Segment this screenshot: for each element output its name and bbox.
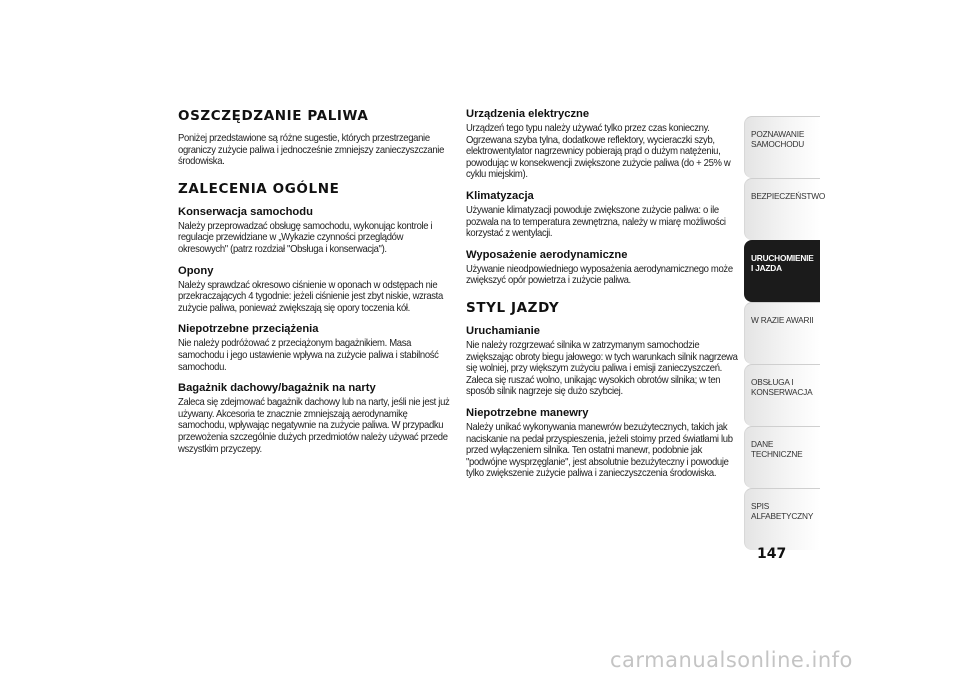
tab-obsluga-i-konserwacja[interactable]: OBSŁUGA I KONSERWACJA — [744, 364, 820, 426]
tab-poznawanie-samochodu[interactable]: POZNAWANIE SAMOCHODU — [744, 116, 820, 178]
heading-air-conditioning: Klimatyzacja — [466, 189, 534, 202]
heading-maintenance: Konserwacja samochodu — [178, 205, 313, 218]
paragraph-aerodynamic: Używanie nieodpowiedniego wyposażenia aerodynamicznego może zwiększyć opór powietrza i zużycie paliwa. — [466, 263, 733, 287]
left-column — [178, 108, 450, 455]
paragraph-starting: Nie należy rozgrzewać silnika w zatrzymanym samochodzie zwiększając obroty biegu jałowego: w tych warunkach silnik nagrzewa się wolniej, przy większym zużyciu paliwa i emisji zanieczyszczeń. Zaleca się ruszać wolno, unikając wysokich obrotów silnika; w ten sposób silnik nagrzeje się dużo szybciej. — [466, 339, 738, 398]
tab-w-razie-awarii[interactable]: W RAZIE AWARII — [744, 302, 820, 364]
chapter-tabs — [744, 116, 826, 550]
heading-aerodynamic: Wyposażenie aerodynamiczne — [466, 248, 628, 261]
tab-dane-techniczne[interactable]: DANE TECHNICZNE — [744, 426, 820, 488]
intro-paragraph: Poniżej przedstawione są różne sugestie, których przestrzeganie ograniczy zużycie paliwa i jednocześnie zmniejszy zanieczyszczanie środowiska. — [178, 133, 445, 168]
middle-column — [466, 108, 738, 480]
paragraph-overload: Nie należy podróżować z przeciążonym bagażnikiem. Masa samochodu i jego ustawienie wpływa na zużycie paliwa i stabilność samochodu. — [178, 338, 439, 373]
paragraph-electrical: Urządzeń tego typu należy używać tylko przez czas konieczny. Ogrzewana szyba tylna, dodatkowe reflektory, wycieraczki szyb, elektrowentylator nagrzewnicy pobierają prąd o dużym natężeniu, powodując w konsekwencji zwiększone zużycie paliwa (do + 25% w cyklu miejskim). — [466, 123, 731, 181]
heading-overload: Niepotrzebne przeciążenia — [178, 323, 319, 336]
paragraph-maintenance: Należy przeprowadzać obsługę samochodu, wykonując kontrole i regulacje przewidziane w „Wykazie czynności przeglądów okresowych" (patrz rozdział "Obsługa i konserwacja"). — [178, 220, 433, 255]
paragraph-roof-rack: Zaleca się zdejmować bagażnik dachowy lub na narty, jeśli nie jest już używany. Akcesoria te znacznie zmniejszają aerodynamikę samochodu, wpływając negatywnie na zużycie paliwa. W przypadku przewożenia szczególnie dużych przedmiotów należy używać przede wszystkim przyczepy. — [178, 397, 450, 455]
heading-electrical: Urządzenia elektryczne — [466, 108, 590, 120]
paragraph-tyres: Należy sprawdzać okresowo ciśnienie w oponach w odstępach nie przekraczających 4 tygodnie: jeżeli ciśnienie jest zbyt niskie, wzrasta zużycie paliwa, ponieważ zwiększają się opory toczenia kół. — [178, 279, 443, 314]
heading-tyres: Opony — [178, 264, 214, 277]
tab-uruchomienie-i-jazda[interactable]: URUCHOMIENIE I JAZDA — [744, 240, 820, 302]
heading-roof-rack: Bagażnik dachowy/bagażnik na narty — [178, 382, 376, 395]
tab-bezpieczenstwo[interactable]: BEZPIECZEŃSTWO — [744, 178, 820, 240]
section-title-driving-style: STYL JAZDY — [466, 299, 560, 316]
page-title: OSZCZĘDZANIE PALIWA — [178, 108, 369, 124]
section-title-general: ZALECENIA OGÓLNE — [178, 180, 340, 197]
heading-unnecessary-manoeuvres: Niepotrzebne manewry — [466, 406, 589, 419]
page-number: 147 — [757, 546, 787, 562]
paragraph-air-conditioning: Używanie klimatyzacji powoduje zwiększone zużycie paliwa: o ile pozwala na to temperatura zewnętrzna, należy w miarę możliwości korzystać z wentylacji. — [466, 204, 726, 240]
tab-spis-alfabetyczny[interactable]: SPIS ALFABETYCZNY — [744, 488, 820, 550]
heading-starting: Uruchamianie — [466, 324, 540, 337]
watermark: carmanualsonline.info — [610, 648, 853, 672]
paragraph-unnecessary-manoeuvres: Należy unikać wykonywania manewrów bezużytecznych, takich jak naciskanie na pedał przyspieszenia, jeżeli stoimy przed światłami lub przed wyłączeniem silnika. Ten ostatni manewr, podobnie jak "podwójne wysprzęglanie", jest absolutnie bezużyteczny i powoduje tylko zwiększenie zużycie paliwa i zanieczyszczenia środowiska. — [466, 421, 733, 480]
